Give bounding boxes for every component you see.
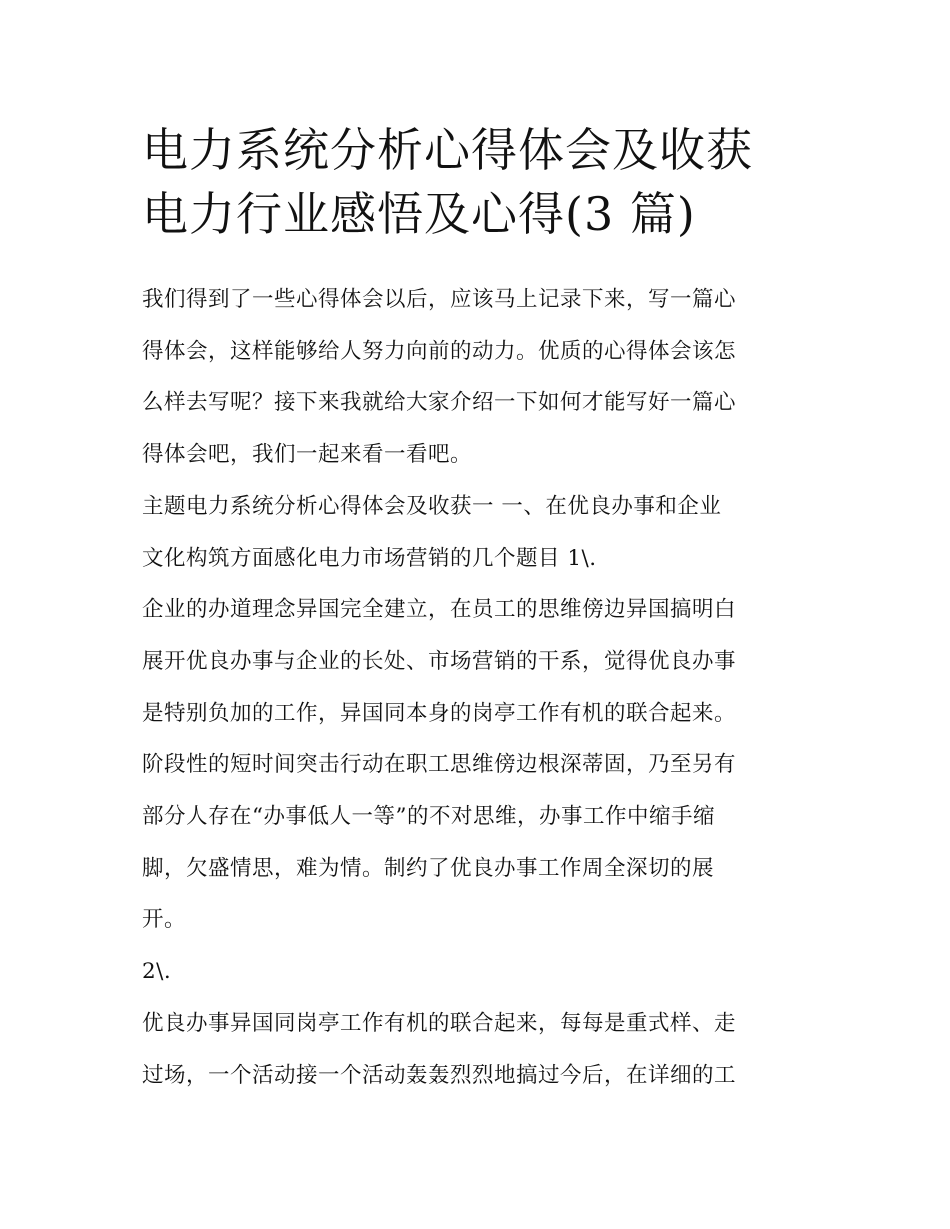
title-line-1: 电力系统分析心得体会及收获 (142, 123, 753, 177)
text-line: 2\. (142, 959, 172, 985)
paragraph-topic-heading (142, 481, 814, 584)
text-line: 阶段性的短时间突击行动在职工思维傍边根深蒂固，乃至另有 (142, 752, 737, 778)
paragraph-point-2-number (142, 946, 814, 998)
text-line: 我们得到了一些心得体会以后，应该马上记录下来，写一篇心 (142, 287, 737, 312)
text-line: 么样去写呢？接下来我就给大家介绍一下如何才能写好一篇心 (142, 390, 737, 416)
text-line: 得体会吧，我们一起来看一看吧。 (142, 442, 473, 468)
text-line: 过场，一个活动接一个活动轰轰烈烈地搞过今后，在详细的工 (142, 1062, 737, 1088)
title-line-2: 电力行业感悟及心得(3 篇) (142, 187, 696, 241)
paragraph-point-1 (142, 584, 814, 946)
text-line: 是特别负加的工作，异国同本身的岗亭工作有机的联合起来。 (142, 700, 737, 726)
text-line: 展开优良办事与企业的长处、市场营销的干系，觉得优良办事 (142, 648, 737, 674)
text-line: 得体会，这样能够给人努力向前的动力。优质的心得体会该怎 (142, 338, 737, 364)
paragraph-point-2 (142, 998, 814, 1101)
text-line: 部分人存在“办事低人一等”的不对思维，办事工作中缩手缩 (142, 804, 715, 830)
text-line: 优良办事异国同岗亭工作有机的联合起来，每每是重式样、走 (142, 1010, 737, 1036)
paragraph-intro (142, 274, 814, 481)
text-line: 主题电力系统分析心得体会及收获一 一、在优良办事和企业 (142, 493, 722, 519)
document-title (142, 118, 814, 246)
text-line: 文化构筑方面感化电力市场营销的几个题目 1\. (142, 545, 597, 571)
text-line: 开。 (142, 907, 187, 933)
text-line: 企业的办道理念异国完全建立，在员工的思维傍边异国搞明白 (142, 597, 737, 623)
document-content (142, 118, 814, 1101)
document-body (142, 274, 814, 1101)
text-line: 脚，欠盛情思，难为情。制约了优良办事工作周全深切的展 (142, 855, 715, 881)
